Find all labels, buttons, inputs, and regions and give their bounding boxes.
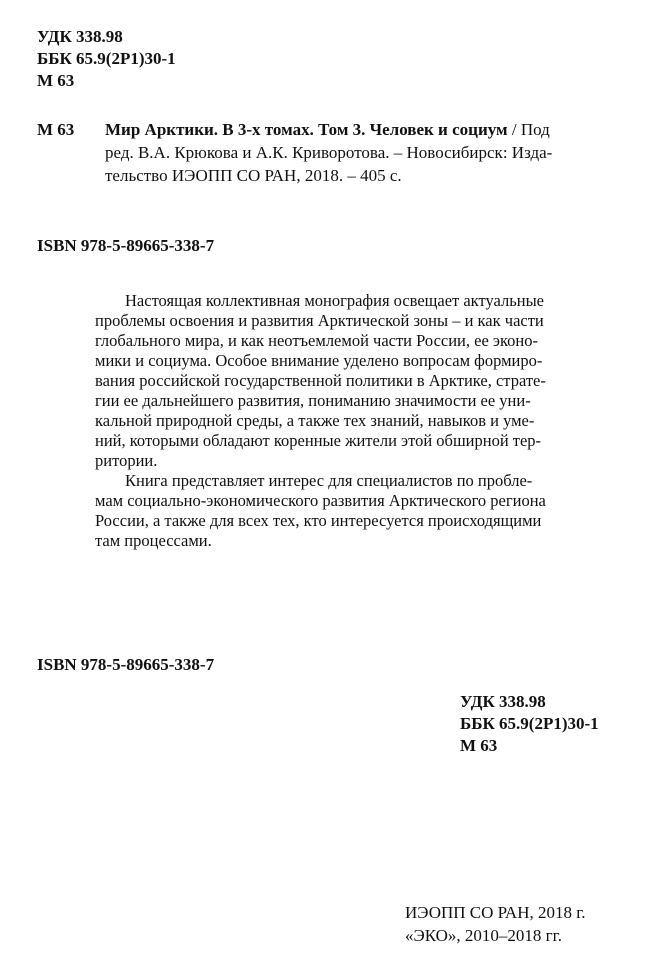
bottom-classification-block (460, 691, 599, 757)
isbn-bottom: ISBN 978-5-89665-338-7 (37, 655, 215, 674)
annotation-paragraph-2: Книга представляет интерес для специалистов по пробле- мам социально-экономического развития Арктического региона России, а также для всех тех, кто интересуется происходящими там процессами. (95, 471, 546, 550)
isbn-top: ISBN 978-5-89665-338-7 (37, 236, 215, 255)
bbk-number: ББК 65.9(2Р1)30-1 (37, 49, 176, 68)
udk-number: УДК 338.98 (37, 27, 123, 46)
publisher-copyright-block (405, 901, 586, 947)
journal-line: «ЭКО», 2010–2018 гг. (405, 926, 562, 945)
citation-continuation: ред. В.А. Крюкова и А.К. Криворотова. – Новосибирск: Изда- тельство ИЭОПП СО РАН, 2018. – 405 с. (105, 143, 553, 185)
citation-title-suffix: / Под (507, 120, 550, 139)
author-sign: М 63 (37, 71, 75, 90)
author-sign-bottom: М 63 (460, 736, 498, 755)
bibliographic-record (37, 118, 622, 187)
annotation-block (95, 291, 573, 551)
publisher-line: ИЭОПП СО РАН, 2018 г. (405, 903, 586, 922)
annotation-paragraph-1: Настоящая коллективная монография освещает актуальные проблемы освоения и развития Арктической зоны – и как части глобального мира, и как неотъемлемой части России, ее эконо- мики и социума. Особое внимание уделено вопросам формиро- вания российской государственной политики в Арктике, страте- гии ее дальнейшего развития, пониманию значимости ее уни- кальной природной среды, а также тех знаний, навыков и уме- ний, которыми обладают коренные жители этой обширной тер- ритории. (95, 291, 546, 470)
bbk-number-bottom: ББК 65.9(2Р1)30-1 (460, 714, 599, 733)
book-title: Мир Арктики. В 3-х томах. Том 3. Человек и социум (105, 120, 508, 139)
citation-code: М 63 (37, 120, 75, 139)
top-classification-block (37, 26, 176, 92)
citation-text (105, 118, 622, 187)
udk-number-bottom: УДК 338.98 (460, 692, 546, 711)
